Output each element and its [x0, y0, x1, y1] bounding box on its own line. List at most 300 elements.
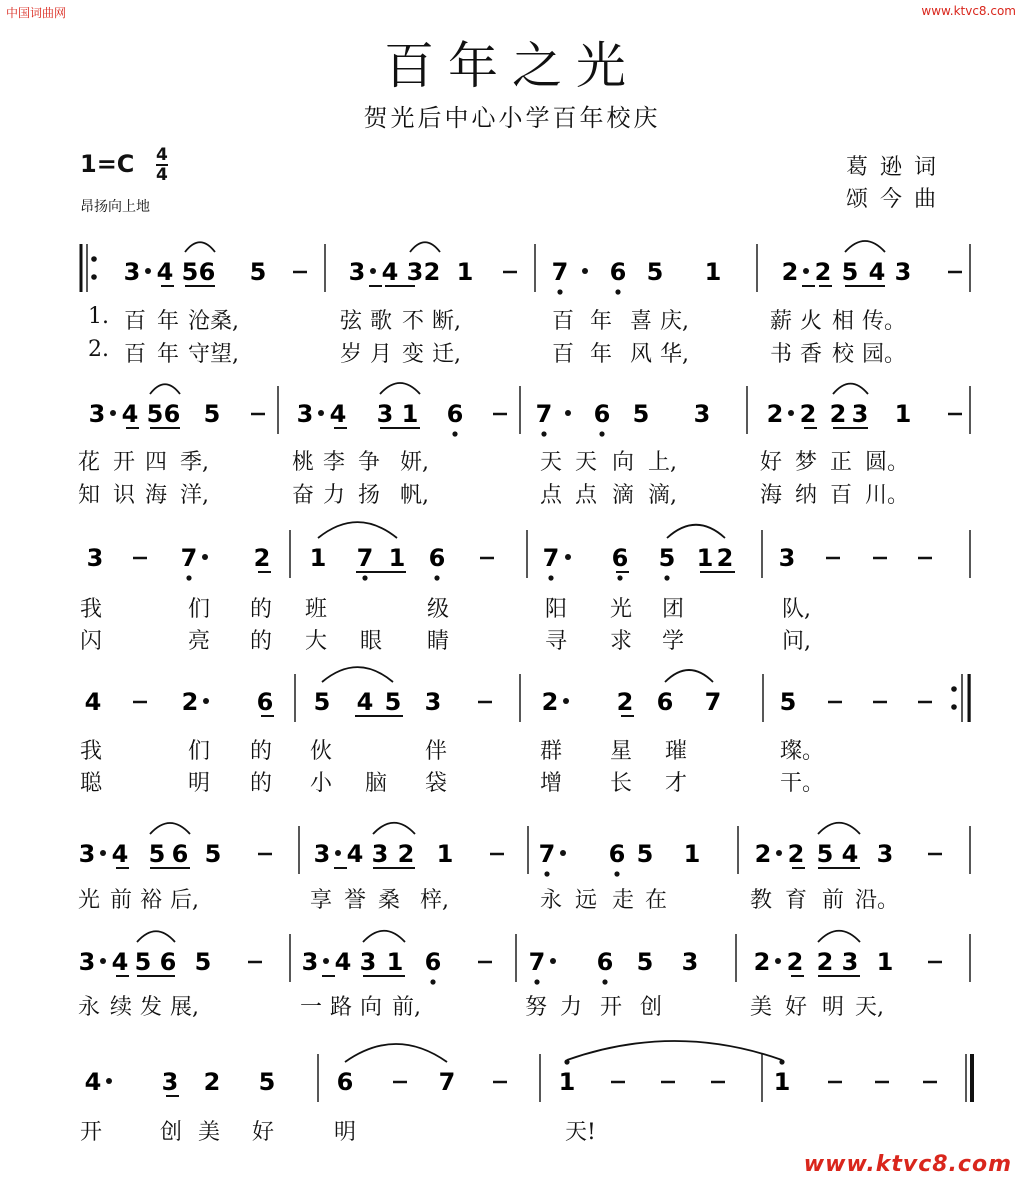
- lyric-syllable: 天,: [855, 995, 884, 1020]
- lyric-syllable: 月: [370, 342, 393, 367]
- dot-mark: [565, 554, 571, 560]
- dot-mark: [775, 958, 781, 964]
- lyric-syllable: 明: [822, 995, 845, 1020]
- octave-dot-low: [362, 575, 367, 580]
- octave-dot-low: [452, 431, 457, 436]
- note: 1: [386, 948, 404, 976]
- slur: [833, 384, 868, 394]
- lyric-syllable: 睛: [427, 629, 450, 654]
- note: 4: [84, 688, 102, 716]
- note: 7: [551, 258, 569, 286]
- note: 1: [558, 1068, 576, 1096]
- song-subtitle: 贺光后中心小学百年校庆: [363, 104, 661, 132]
- lyric-syllable: 团: [662, 597, 685, 622]
- lyric-syllable: 庆,: [660, 309, 689, 334]
- octave-dot-low: [599, 431, 604, 436]
- note: 4: [329, 400, 347, 428]
- lyric-syllable: 桑,: [210, 309, 239, 334]
- note: 6: [256, 688, 274, 716]
- lyric-syllable: 在: [645, 888, 668, 913]
- lyric-syllable: 创: [160, 1120, 183, 1145]
- lyric-syllable: 识: [113, 483, 136, 508]
- note: 4: [111, 840, 129, 868]
- note: 3: [301, 948, 319, 976]
- note: 4: [381, 258, 399, 286]
- lyric-syllable: 季,: [180, 450, 209, 475]
- lyric-syllable: 华,: [660, 342, 689, 367]
- lyric-syllable: 问,: [782, 629, 811, 654]
- lyric-syllable: 变: [402, 342, 425, 367]
- time-top: 4: [156, 145, 168, 165]
- note: 5: [203, 400, 221, 428]
- note: 5: [258, 1068, 276, 1096]
- lyric-syllable: 年: [590, 342, 613, 367]
- note: 2: [781, 258, 799, 286]
- site-watermark-bottom-right: www.ktvc8.com: [803, 1152, 1012, 1177]
- slur: [363, 931, 405, 942]
- lyric-syllable: 争: [358, 450, 381, 475]
- note: 3: [841, 948, 859, 976]
- dot-mark: [776, 850, 782, 856]
- slur: [410, 242, 440, 252]
- note: 4: [156, 258, 174, 286]
- note: 4: [111, 948, 129, 976]
- repeat-end-dot: [951, 686, 957, 692]
- note: 2: [423, 258, 441, 286]
- lyric-syllable: 教: [750, 888, 773, 913]
- lyric-syllable: 美: [750, 995, 773, 1020]
- repeat-end-dot: [951, 704, 957, 710]
- note: 4: [334, 948, 352, 976]
- dot-mark: [565, 410, 571, 416]
- lyric-syllable: 洋,: [180, 483, 209, 508]
- dot-mark: [110, 410, 116, 416]
- note: 3: [851, 400, 869, 428]
- lyric-syllable: 歌: [370, 309, 393, 334]
- lyric-syllable: 好: [785, 995, 808, 1020]
- lyric-syllable: 香: [800, 342, 823, 367]
- slur: [667, 525, 725, 538]
- lyric-syllable: 享: [310, 888, 333, 913]
- note: 2: [753, 948, 771, 976]
- note: 4: [868, 258, 886, 286]
- lyric-syllable: 聪: [80, 771, 103, 796]
- lyric-syllable: 努: [525, 995, 548, 1020]
- slur: [137, 931, 175, 942]
- lyric-syllable: 迁,: [432, 342, 461, 367]
- note: 1: [309, 544, 327, 572]
- composer-credit: 颂今曲: [846, 187, 949, 212]
- lyric-syllable: 百: [124, 309, 147, 334]
- lyric-syllable: 闪: [80, 629, 103, 654]
- note: 1: [876, 948, 894, 976]
- lyric-syllable: 才: [665, 771, 688, 796]
- note: 6: [611, 544, 629, 572]
- dot-mark: [100, 958, 106, 964]
- lyric-syllable: 百: [124, 342, 147, 367]
- note: 2: [616, 688, 634, 716]
- lyric-syllable: 走: [612, 888, 635, 913]
- dot-mark: [145, 268, 151, 274]
- note: 3: [161, 1068, 179, 1096]
- lyric-syllable: 开: [113, 450, 136, 475]
- note: 7: [180, 544, 198, 572]
- repeat-dot: [91, 256, 97, 262]
- dot-mark: [335, 850, 341, 856]
- octave-dot-low: [541, 431, 546, 436]
- lyric-syllable: 我: [80, 597, 103, 622]
- note: 6: [593, 400, 611, 428]
- note: 5: [249, 258, 267, 286]
- note: 1: [456, 258, 474, 286]
- lyric-syllable: 天: [540, 450, 563, 475]
- lyric-syllable: 花: [78, 450, 101, 475]
- note: 1: [401, 400, 419, 428]
- lyric-syllable: 增: [540, 771, 563, 796]
- lyric-syllable: 沧: [188, 309, 211, 334]
- lyric-syllable: 光: [610, 597, 633, 622]
- lyric-syllable: 干。: [780, 771, 825, 796]
- lyric-syllable: 开: [80, 1120, 103, 1145]
- note: 1: [894, 400, 912, 428]
- lyric-syllable: 年: [157, 309, 180, 334]
- lyric-syllable: 级: [427, 597, 450, 622]
- lyric-syllable: 眼: [360, 629, 383, 654]
- lyric-syllable: 年: [157, 342, 180, 367]
- lyric-syllable: 前: [110, 888, 133, 913]
- lyric-syllable: 脑: [365, 771, 388, 796]
- dot-mark: [582, 268, 588, 274]
- lyric-syllable: 传。: [862, 309, 907, 334]
- note: 2: [799, 400, 817, 428]
- note: 2: [766, 400, 784, 428]
- note: 3: [406, 258, 424, 286]
- note: 5: [204, 840, 222, 868]
- lyric-syllable: 群: [540, 739, 563, 764]
- lyric-syllable: 美: [198, 1120, 221, 1145]
- note: 1: [773, 1068, 791, 1096]
- dot-mark: [803, 268, 809, 274]
- lyric-syllable: 伙: [310, 739, 333, 764]
- lyric-syllable: 火: [800, 309, 823, 334]
- note: 5: [181, 258, 199, 286]
- slur: [373, 823, 415, 834]
- note: 2: [754, 840, 772, 868]
- note: 6: [159, 948, 177, 976]
- lyric-syllable: 天: [575, 450, 598, 475]
- note: 6: [446, 400, 464, 428]
- note: 3: [359, 948, 377, 976]
- octave-dot-low: [617, 575, 622, 580]
- note: 7: [542, 544, 560, 572]
- lyric-syllable: 点: [540, 483, 563, 508]
- lyric-syllable: 后,: [170, 888, 199, 913]
- note: 5: [134, 948, 152, 976]
- lyric-syllable: 好: [760, 450, 783, 475]
- lyric-syllable: 四: [145, 450, 168, 475]
- note: 6: [609, 258, 627, 286]
- lyric-syllable: 向: [612, 450, 635, 475]
- note: 3: [681, 948, 699, 976]
- lyric-syllable: 2.: [88, 337, 109, 362]
- note: 3: [778, 544, 796, 572]
- lyric-syllable: 海: [145, 483, 168, 508]
- lyric-syllable: 长: [610, 771, 633, 796]
- lyric-syllable: 光: [78, 888, 101, 913]
- lyric-syllable: 扬: [358, 483, 381, 508]
- note: 5: [148, 840, 166, 868]
- note: 2: [816, 948, 834, 976]
- note: 7: [438, 1068, 456, 1096]
- lyric-syllable: 圆。: [865, 450, 910, 475]
- lyric-syllable: 前: [822, 888, 845, 913]
- dot-mark: [202, 554, 208, 560]
- note: 6: [596, 948, 614, 976]
- lyric-syllable: 喜: [630, 309, 653, 334]
- lyric-syllable: 寻: [545, 629, 568, 654]
- lyric-syllable: 展,: [170, 995, 199, 1020]
- slur: [322, 667, 393, 682]
- note: 5: [779, 688, 797, 716]
- lyric-syllable: 帆,: [400, 483, 429, 508]
- lyric-syllable: 1.: [88, 304, 109, 329]
- lyric-syllable: 梓,: [420, 888, 449, 913]
- note: 1: [696, 544, 714, 572]
- note: 5: [384, 688, 402, 716]
- note: 5: [646, 258, 664, 286]
- dot-mark: [560, 850, 566, 856]
- note: 5: [636, 948, 654, 976]
- note: 2: [541, 688, 559, 716]
- note: 5: [816, 840, 834, 868]
- lyric-syllable: 沿。: [855, 888, 900, 913]
- note: 3: [78, 840, 96, 868]
- lyric-syllable: 海: [760, 483, 783, 508]
- lyric-syllable: 川。: [865, 483, 910, 508]
- slur: [150, 384, 180, 394]
- lyricist-credit: 葛逊词: [846, 155, 949, 180]
- lyric-syllable: 明: [334, 1120, 357, 1145]
- octave-dot-low: [534, 979, 539, 984]
- lyric-syllable: 相: [832, 309, 855, 334]
- dot-mark: [788, 410, 794, 416]
- lyric-syllable: 梦: [795, 450, 818, 475]
- lyric-syllable: 断,: [432, 309, 461, 334]
- octave-dot-low: [186, 575, 191, 580]
- site-watermark-top-right: www.ktvc8.com: [921, 4, 1016, 18]
- song-title: 百年之光: [384, 37, 640, 95]
- lyric-syllable: 亮: [188, 629, 211, 654]
- lyric-syllable: 风: [630, 342, 653, 367]
- lyric-syllable: 续: [110, 995, 133, 1020]
- lyric-syllable: 向: [360, 995, 383, 1020]
- lyric-syllable: 创: [640, 995, 663, 1020]
- note: 5: [313, 688, 331, 716]
- lyric-syllable: 的: [250, 771, 273, 796]
- slur: [318, 522, 397, 538]
- note: 2: [203, 1068, 221, 1096]
- note: 4: [841, 840, 859, 868]
- note: 4: [346, 840, 364, 868]
- lyric-syllable: 永: [540, 888, 563, 913]
- octave-dot-low: [544, 871, 549, 876]
- lyric-syllable: 求: [610, 629, 633, 654]
- lyric-syllable: 弦: [340, 309, 363, 334]
- lyric-syllable: 璨。: [780, 739, 825, 764]
- dot-mark: [550, 958, 556, 964]
- repeat-dot: [91, 274, 97, 280]
- note: 2: [253, 544, 271, 572]
- note: 7: [704, 688, 722, 716]
- note: 4: [84, 1068, 102, 1096]
- slur: [665, 670, 713, 682]
- lyric-syllable: 天!: [565, 1120, 596, 1145]
- lyric-syllable: 岁: [340, 342, 363, 367]
- lyric-syllable: 裕: [140, 888, 163, 913]
- lyric-syllable: 一: [300, 995, 323, 1020]
- lyric-syllable: 大: [305, 629, 328, 654]
- lyric-syllable: 的: [250, 597, 273, 622]
- lyric-syllable: 百: [552, 342, 575, 367]
- dot-mark: [100, 850, 106, 856]
- lyric-syllable: 开: [600, 995, 623, 1020]
- octave-dot-low: [430, 979, 435, 984]
- octave-dot-low: [548, 575, 553, 580]
- lyric-syllable: 前,: [392, 995, 421, 1020]
- note: 6: [424, 948, 442, 976]
- dot-mark: [323, 958, 329, 964]
- note: 3: [88, 400, 106, 428]
- octave-dot-low: [434, 575, 439, 580]
- dot-mark: [370, 268, 376, 274]
- slur: [345, 1044, 447, 1062]
- lyric-syllable: 点: [575, 483, 598, 508]
- note: 3: [86, 544, 104, 572]
- tie: [567, 1041, 782, 1060]
- lyric-syllable: 育: [785, 888, 808, 913]
- dot-mark: [203, 698, 209, 704]
- note: 3: [376, 400, 394, 428]
- lyric-syllable: 们: [188, 597, 211, 622]
- lyric-syllable: 奋: [292, 483, 315, 508]
- lyric-syllable: 璀: [665, 739, 688, 764]
- note: 1: [388, 544, 406, 572]
- tempo-marking: 昂扬向上地: [80, 199, 150, 215]
- slur: [845, 241, 885, 252]
- note: 7: [528, 948, 546, 976]
- note: 3: [78, 948, 96, 976]
- lyric-syllable: 纳: [795, 483, 818, 508]
- lyric-syllable: 正: [830, 450, 853, 475]
- note: 6: [198, 258, 216, 286]
- lyric-syllable: 望,: [210, 342, 239, 367]
- note: 3: [348, 258, 366, 286]
- lyric-syllable: 桃: [292, 450, 315, 475]
- octave-dot-low: [615, 289, 620, 294]
- note: 5: [841, 258, 859, 286]
- lyric-syllable: 守: [188, 342, 211, 367]
- note: 3: [894, 258, 912, 286]
- lyric-syllable: 滴,: [648, 483, 677, 508]
- lyric-syllable: 园。: [862, 342, 907, 367]
- note: 7: [538, 840, 556, 868]
- site-watermark-top-left: 中国词曲网: [6, 6, 67, 20]
- note: 6: [656, 688, 674, 716]
- note: 4: [356, 688, 374, 716]
- lyric-syllable: 誉: [344, 888, 367, 913]
- lyric-syllable: 小: [310, 771, 333, 796]
- note: 1: [683, 840, 701, 868]
- lyric-syllable: 永: [78, 995, 101, 1020]
- time-bottom: 4: [156, 165, 168, 185]
- lyric-syllable: 滴: [612, 483, 635, 508]
- note: 6: [163, 400, 181, 428]
- lyric-syllable: 袋: [425, 771, 448, 796]
- barlines: [78, 244, 972, 1102]
- lyric-syllable: 力: [323, 483, 346, 508]
- slur: [380, 383, 420, 394]
- note: 2: [716, 544, 734, 572]
- note: 3: [313, 840, 331, 868]
- lyric-syllable: 阳: [545, 597, 568, 622]
- note: 5: [658, 544, 676, 572]
- lyric-syllable: 队,: [782, 597, 811, 622]
- key-signature: 1=C: [80, 150, 135, 178]
- lyric-syllable: 们: [188, 739, 211, 764]
- note: 3: [296, 400, 314, 428]
- note: 6: [428, 544, 446, 572]
- note: 2: [397, 840, 415, 868]
- lyric-syllable: 知: [78, 483, 101, 508]
- lyric-syllable: 书: [770, 342, 793, 367]
- note: 1: [704, 258, 722, 286]
- lyric-syllable: 我: [80, 739, 103, 764]
- octave-dot-low: [557, 289, 562, 294]
- note: 3: [876, 840, 894, 868]
- dot-mark: [563, 698, 569, 704]
- octave-dot-low: [602, 979, 607, 984]
- dot-mark: [318, 410, 324, 416]
- note: 5: [632, 400, 650, 428]
- note: 3: [123, 258, 141, 286]
- note: 6: [171, 840, 189, 868]
- octave-dot-low: [664, 575, 669, 580]
- lyric-syllable: 班: [305, 597, 328, 622]
- lyric-syllable: 百: [552, 309, 575, 334]
- lyric-syllable: 百: [830, 483, 853, 508]
- lyric-syllable: 的: [250, 629, 273, 654]
- note: 3: [424, 688, 442, 716]
- lyric-syllable: 力: [560, 995, 583, 1020]
- slur: [818, 931, 860, 942]
- lyric-syllable: 校: [832, 342, 855, 367]
- lyric-syllable: 远: [575, 888, 598, 913]
- note: 6: [608, 840, 626, 868]
- lyric-syllable: 星: [610, 739, 633, 764]
- lyric-syllable: 的: [250, 739, 273, 764]
- note: 6: [336, 1068, 354, 1096]
- lyric-syllable: 学: [662, 629, 685, 654]
- lyric-syllable: 上,: [648, 450, 677, 475]
- lyric-syllable: 不: [402, 309, 425, 334]
- lyric-syllable: 年: [590, 309, 613, 334]
- note: 7: [535, 400, 553, 428]
- note: 2: [181, 688, 199, 716]
- note: 2: [814, 258, 832, 286]
- note: 3: [371, 840, 389, 868]
- lyric-syllable: 路: [330, 995, 353, 1020]
- lyric-syllable: 明: [188, 771, 211, 796]
